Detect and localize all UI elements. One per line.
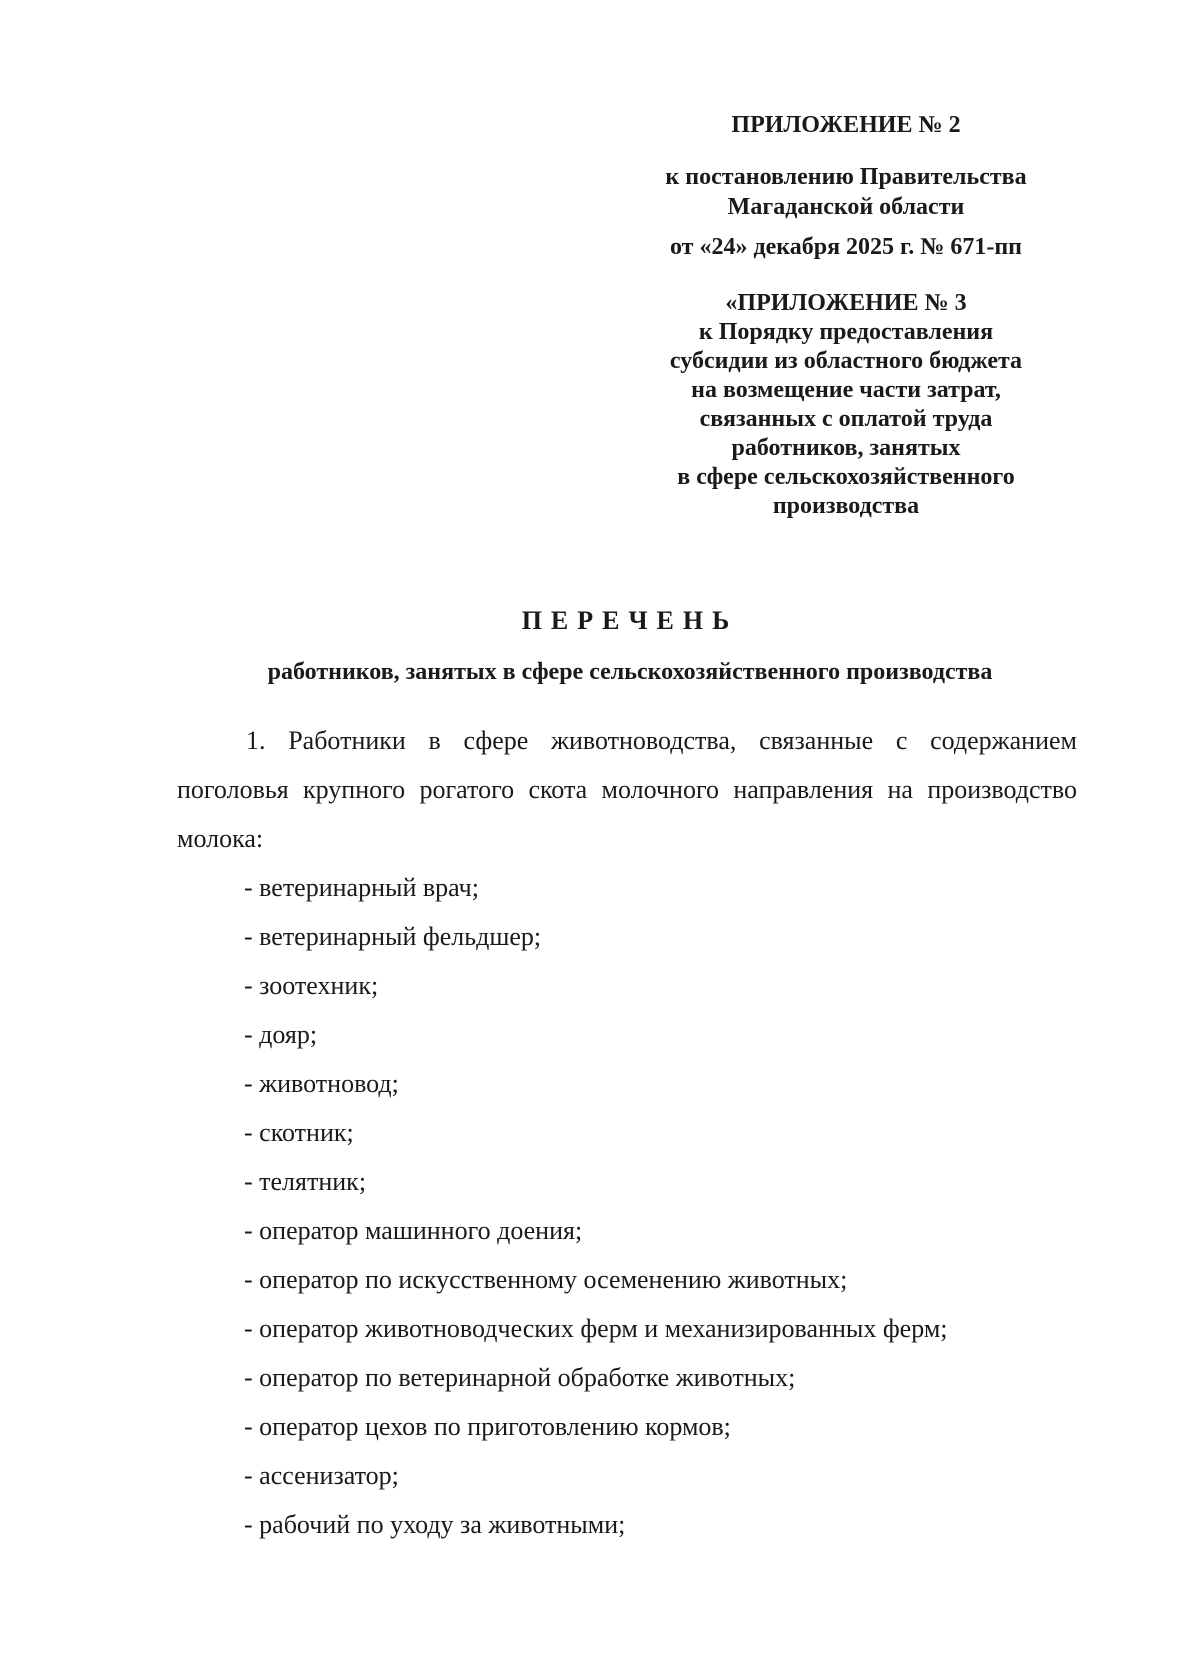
- worker-list: [177, 863, 1077, 1549]
- list-item: - рабочий по уходу за животными;: [244, 1510, 626, 1539]
- list-item: - животновод;: [244, 1069, 399, 1098]
- decree-line-2: Магаданской области: [727, 194, 965, 220]
- decree-date: от «24» декабря 2025 г. № 671-пп: [669, 234, 1023, 260]
- list-item: - оператор машинного доения;: [244, 1216, 583, 1245]
- list-heading: [180, 605, 1080, 687]
- order-line: работников, занятых: [731, 435, 961, 461]
- decree-line-1: к постановлению Правительства: [665, 164, 1027, 190]
- order-line: к Порядку предоставления: [698, 319, 994, 345]
- list-item: - оператор по ветеринарной обработке животных;: [244, 1363, 796, 1392]
- appendix-title: ПРИЛОЖЕНИЕ № 2: [731, 112, 961, 138]
- decree-reference: [620, 162, 1072, 222]
- list-item: - скотник;: [244, 1118, 354, 1147]
- heading-title: ПЕРЕЧЕНЬ: [521, 606, 739, 635]
- heading-subtitle: работников, занятых в сфере сельскохозяйственного производства: [267, 659, 993, 685]
- list-item: - оператор по искусственному осеменению животных;: [244, 1265, 848, 1294]
- appendix-block: [620, 110, 1072, 521]
- list-item: - зоотехник;: [244, 971, 379, 1000]
- list-item: - дояр;: [244, 1020, 318, 1049]
- order-line: производства: [772, 493, 920, 519]
- section-1: [177, 716, 1077, 1549]
- list-item: - ветеринарный врач;: [244, 873, 479, 902]
- order-reference: [620, 318, 1072, 521]
- order-line: на возмещение части затрат,: [691, 377, 1001, 403]
- list-item: - оператор цехов по приготовлению кормов;: [244, 1412, 731, 1441]
- section-1-intro: 1. Работники в сфере животноводства, связанные с содержанием поголовья крупного рогатого скота молочного направления на производство молока:: [177, 726, 1077, 853]
- order-appendix-title: «ПРИЛОЖЕНИЕ № 3: [725, 290, 967, 316]
- order-line: субсидии из областного бюджета: [669, 348, 1023, 374]
- list-item: - ассенизатор;: [244, 1461, 399, 1490]
- order-line: в сфере сельскохозяйственного: [677, 464, 1015, 490]
- order-line: связанных с оплатой труда: [699, 406, 993, 432]
- list-item: - ветеринарный фельдшер;: [244, 922, 542, 951]
- list-item: - оператор животноводческих ферм и механизированных ферм;: [244, 1314, 948, 1343]
- list-item: - телятник;: [244, 1167, 367, 1196]
